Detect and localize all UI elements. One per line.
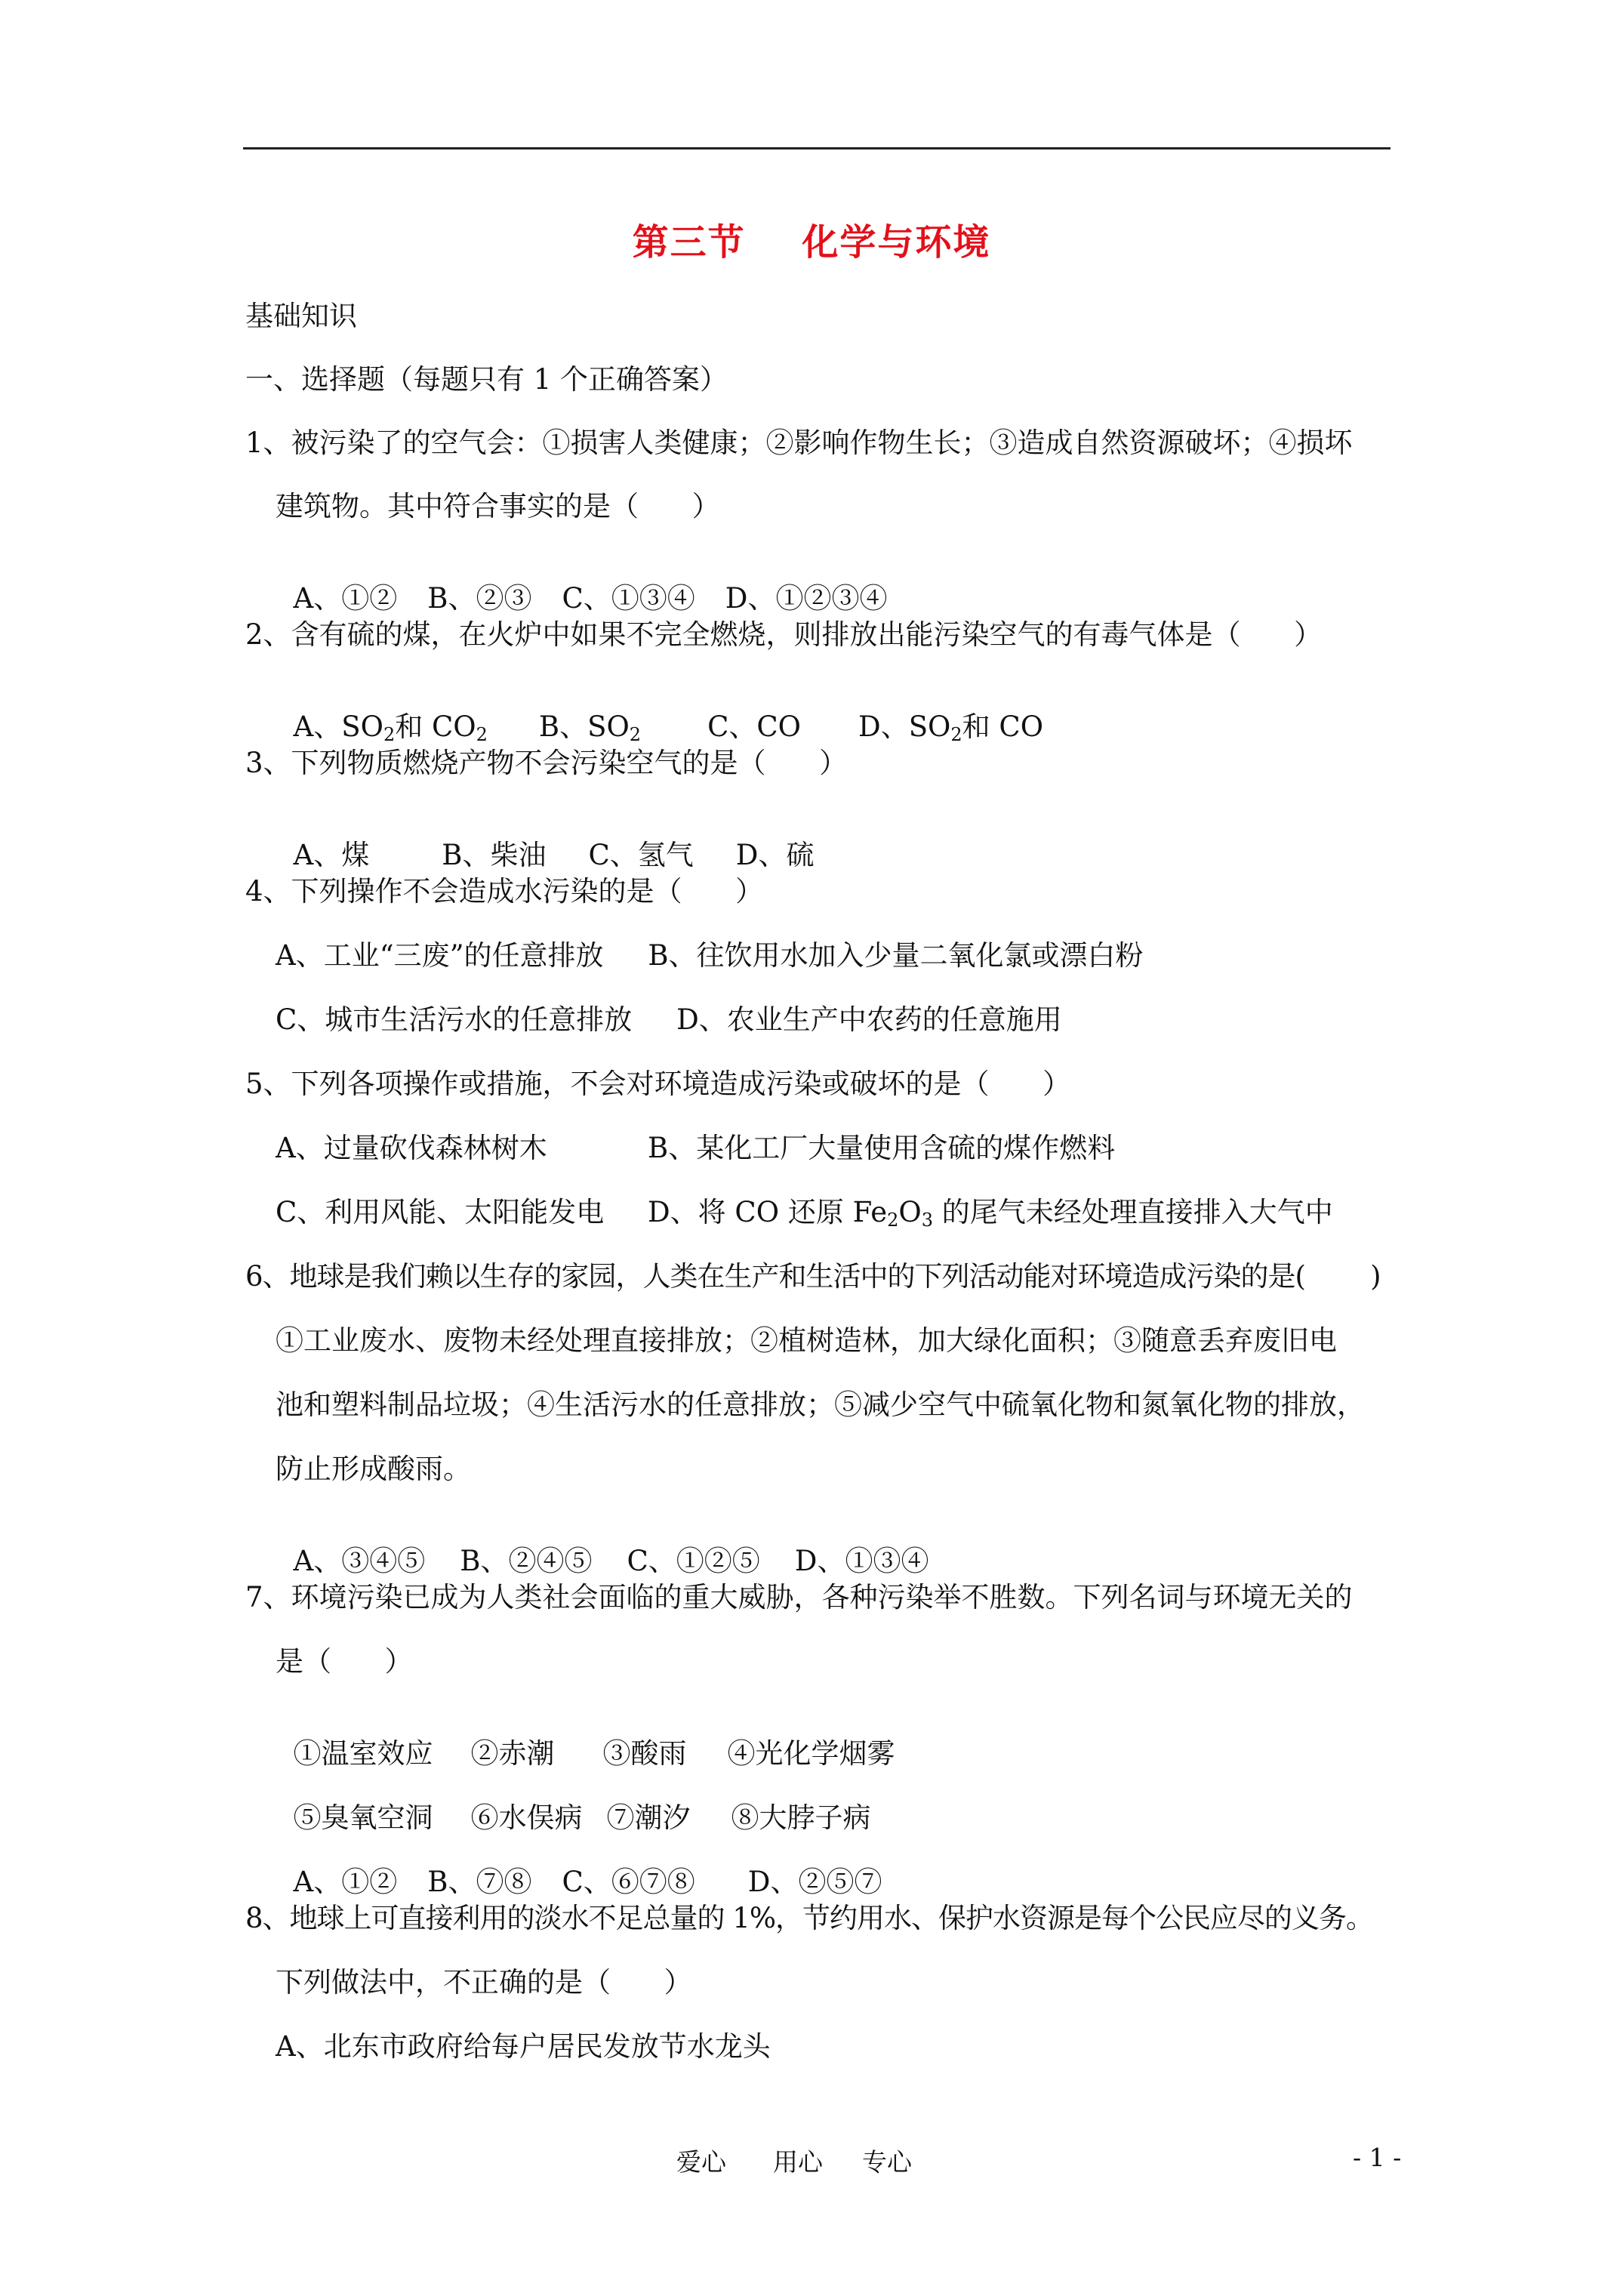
option-b: B、②④⑤	[460, 1545, 593, 1577]
question-5-option-b: B、某化工厂大量使用含硫的煤作燃料	[648, 1132, 1116, 1164]
option-b: B、⑦⑧	[427, 1866, 532, 1898]
question-3-line-1: 3、下列物质燃烧产物不会污染空气的是（ ）	[245, 747, 848, 779]
question-3-options	[276, 813, 814, 869]
option-a: A、$SO_2$和 $CO_2$	[293, 710, 488, 745]
option-b: B、$SO_2$	[538, 710, 642, 745]
header-rule	[243, 147, 1390, 149]
question-7-options	[276, 1840, 882, 1896]
list-item: ⑤臭氧空洞	[293, 1801, 433, 1834]
list-item: ⑥水俣病	[470, 1801, 583, 1834]
question-7-items-row-1	[276, 1712, 895, 1770]
question-7-items-row-2	[276, 1776, 871, 1832]
question-6-line-1: 6、地球是我们赖以生存的家园，人类在生产和生活中的下列活动能对环境造成污染的是( )	[245, 1260, 1381, 1293]
question-1-options	[276, 556, 888, 615]
question-4-options-cd: C、城市生活污水的任意排放 D、农业生产中农药的任意施用	[276, 1003, 1062, 1036]
option-c: C、氢气	[588, 839, 694, 871]
list-item: ④光化学烟雾	[727, 1737, 895, 1770]
footer-text-2: 用心	[773, 2147, 823, 2177]
option-d: D、①②③④	[725, 582, 888, 615]
option-c: C、①③④	[562, 582, 695, 615]
question-8-option-a: A、北东市政府给每户居民发放节水龙头	[276, 2030, 771, 2063]
list-item: ③酸雨	[602, 1737, 687, 1770]
question-5-option-c: C、利用风能、太阳能发电	[276, 1196, 605, 1228]
question-6-line-4: 防止形成酸雨。	[276, 1453, 471, 1485]
option-d: D、②⑤⑦	[747, 1866, 882, 1898]
question-7-line-2: 是（ ）	[276, 1645, 413, 1678]
option-d: D、硫	[735, 839, 815, 871]
footer-text-3: 专心	[862, 2147, 912, 2177]
question-6-line-2: ①工业废水、废物未经处理直接排放；②植树造林，加大绿化面积；③随意丢弃废旧电	[276, 1324, 1337, 1357]
question-2-line-1: 2、含有硫的煤，在火炉中如果不完全燃烧，则排放出能污染空气的有毒气体是（ ）	[245, 618, 1323, 651]
list-item: ⑦潮汐	[606, 1801, 691, 1834]
question-5-line-1: 5、下列各项操作或措施，不会对环境造成污染或破坏的是（ ）	[245, 1068, 1071, 1100]
question-5-option-a: A、过量砍伐森林树木	[276, 1132, 547, 1164]
footer-text-1: 爱心	[676, 2147, 726, 2177]
list-item: ①温室效应	[293, 1737, 433, 1770]
question-6-line-3: 池和塑料制品垃圾；④生活污水的任意排放；⑤减少空气中硫氧化物和氮氧化物的排放，	[276, 1388, 1365, 1421]
question-5-option-d: D、将 CO 还原 $Fe_2O_3$ 的尾气未经处理直接排入大气中	[648, 1196, 1333, 1231]
question-1-line-1: 1、被污染了的空气会：①损害人类健康；②影响作物生长；③造成自然资源破坏；④损坏	[245, 427, 1353, 459]
question-7-line-1: 7、环境污染已成为人类社会面临的重大威胁，各种污染举不胜数。下列名词与环境无关的	[245, 1581, 1353, 1613]
page-title: 第三节 化学与环境	[632, 221, 991, 264]
option-d: D、$SO_2$和 CO	[858, 710, 1044, 745]
list-item: ⑧大脖子病	[731, 1801, 871, 1834]
option-a: A、③④⑤	[293, 1545, 426, 1577]
question-8-line-2: 下列做法中，不正确的是（ ）	[276, 1966, 692, 1999]
question-2-options	[276, 685, 1043, 744]
part-heading: 一、选择题（每题只有 1 个正确答案）	[245, 363, 728, 396]
question-1-line-2: 建筑物。其中符合事实的是（ ）	[276, 490, 720, 522]
option-a: A、煤	[293, 839, 370, 871]
option-a: A、①②	[293, 1866, 398, 1898]
question-6-options	[276, 1519, 929, 1575]
page-number: - 1 -	[1353, 2143, 1402, 2172]
question-4-options-ab: A、工业“三废”的任意排放 B、往饮用水加入少量二氧化氯或漂白粉	[276, 939, 1144, 972]
question-8-line-1: 8、地球上可直接利用的淡水不足总量的 1%，节约用水、保护水资源是每个公民应尽的义务。	[245, 1902, 1373, 1934]
option-c: C、CO	[707, 710, 802, 743]
option-c: C、⑥⑦⑧	[562, 1866, 695, 1898]
option-b: B、②③	[427, 582, 532, 615]
question-4-line-1: 4、下列操作不会造成水污染的是（ ）	[245, 875, 764, 908]
list-item: ②赤潮	[470, 1737, 555, 1770]
option-b: B、柴油	[442, 839, 547, 871]
option-c: C、①②⑤	[627, 1545, 760, 1577]
option-a: A、①②	[293, 582, 398, 615]
section-label: 基础知识	[245, 300, 357, 332]
option-d: D、①③④	[794, 1545, 929, 1577]
